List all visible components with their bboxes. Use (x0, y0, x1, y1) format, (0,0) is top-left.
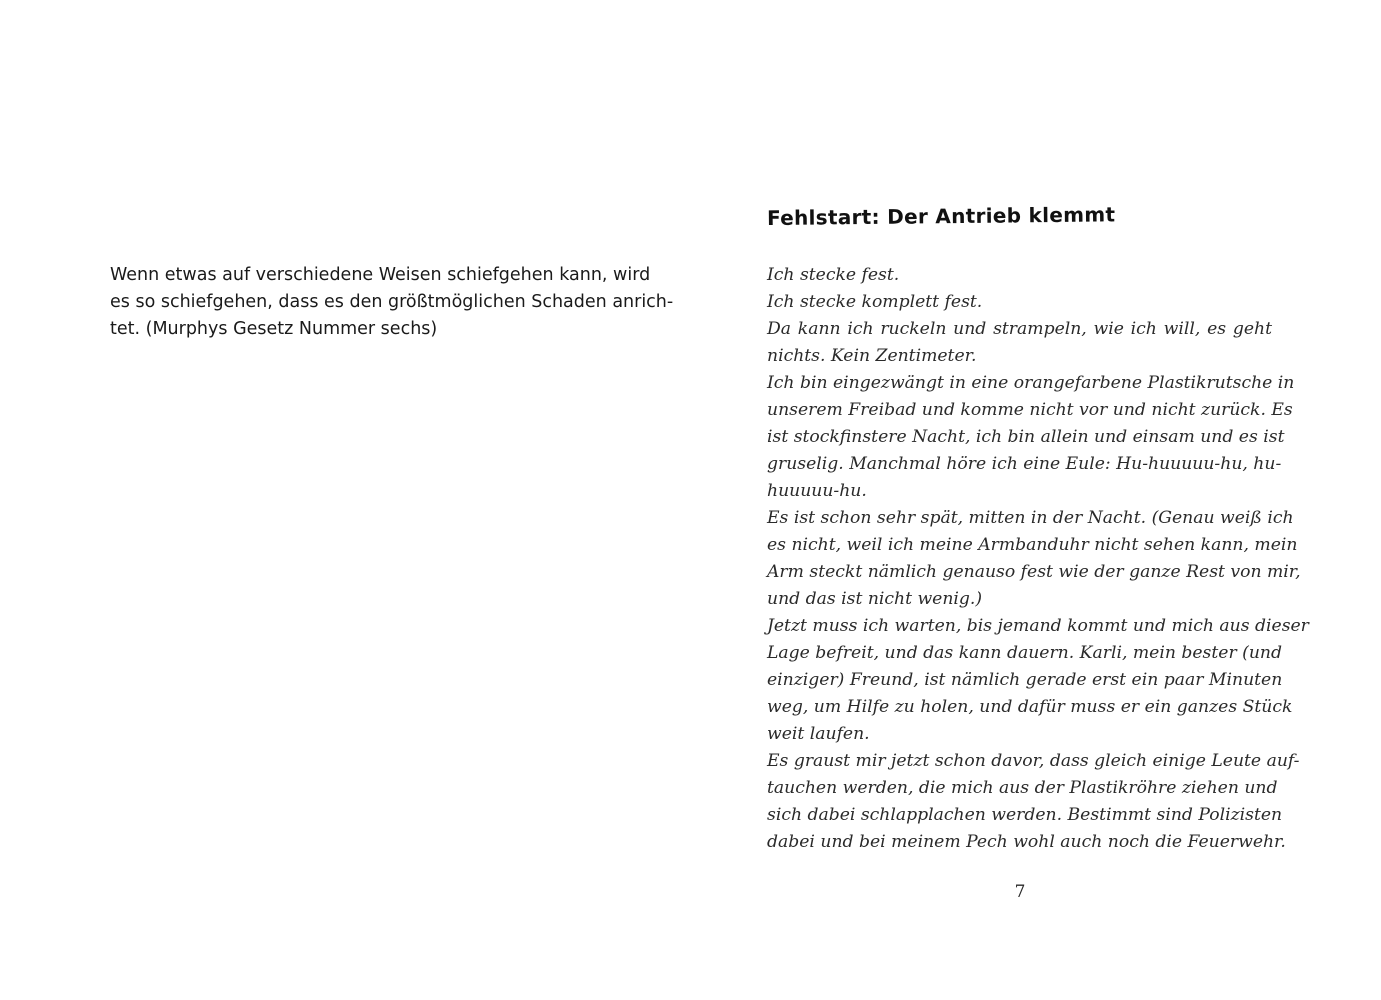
body-line: sich dabei schlapplachen werden. Bestimmt sind Polizisten (767, 805, 1283, 825)
body-line: Arm steckt nämlich genauso fest wie der ganze Rest von mir, (767, 562, 1301, 582)
body-line: Ich stecke komplett fest. (767, 292, 983, 312)
left-page (0, 0, 690, 1000)
body-line: einziger) Freund, ist nämlich gerade erst ein paar Minuten (767, 670, 1283, 690)
epigraph-line: tet. (Murphys Gesetz Nummer sechs) (110, 319, 438, 339)
right-page (690, 0, 1381, 1000)
chapter-body-text (767, 262, 1309, 856)
body-line: gruselig. Manchmal höre ich eine Eule: Hu-huuuuu-hu, hu- (767, 454, 1282, 474)
body-line: unserem Freibad und komme nicht vor und nicht zurück. Es (767, 400, 1293, 420)
chapter-title: Fehlstart: Der Antrieb klemmt (766, 202, 1116, 230)
body-line: es nicht, weil ich meine Armbanduhr nicht sehen kann, mein (767, 535, 1298, 555)
body-line: Jetzt muss ich warten, bis jemand kommt und mich aus dieser (767, 616, 1309, 636)
body-line: dabei und bei meinem Pech wohl auch noch die Feuerwehr. (767, 832, 1286, 852)
body-line: ist stockfinstere Nacht, ich bin allein und einsam und es ist (767, 427, 1285, 447)
body-line: Es ist schon sehr spät, mitten in der Nacht. (Genau weiß ich (767, 508, 1294, 528)
body-line: weg, um Hilfe zu holen, und dafür muss er ein ganzes Stück (767, 697, 1293, 717)
body-line: huuuuu-hu. (767, 481, 867, 501)
epigraph-line: es so schiefgehen, dass es den größtmöglichen Schaden anrich- (110, 292, 674, 312)
body-line: Da kann ich ruckeln und strampeln, wie ich will, es geht (767, 319, 1272, 339)
body-line: weit laufen. (767, 724, 870, 744)
page-number: 7 (1014, 882, 1026, 902)
epigraph-line: Wenn etwas auf verschiedene Weisen schiefgehen kann, wird (110, 265, 651, 285)
body-line: Lage befreit, und das kann dauern. Karli, mein bester (und (767, 643, 1282, 663)
body-line: und das ist nicht wenig.) (767, 589, 983, 609)
body-line: Es graust mir jetzt schon davor, dass gleich einige Leute auf- (767, 751, 1300, 771)
body-line: Ich bin eingezwängt in eine orangefarbene Plastikrutsche in (767, 373, 1295, 393)
body-line: tauchen werden, die mich aus der Plastikröhre ziehen und (767, 778, 1278, 798)
body-line: nichts. Kein Zentimeter. (767, 346, 977, 366)
epigraph-quote (110, 262, 674, 343)
body-line: Ich stecke fest. (767, 265, 900, 285)
